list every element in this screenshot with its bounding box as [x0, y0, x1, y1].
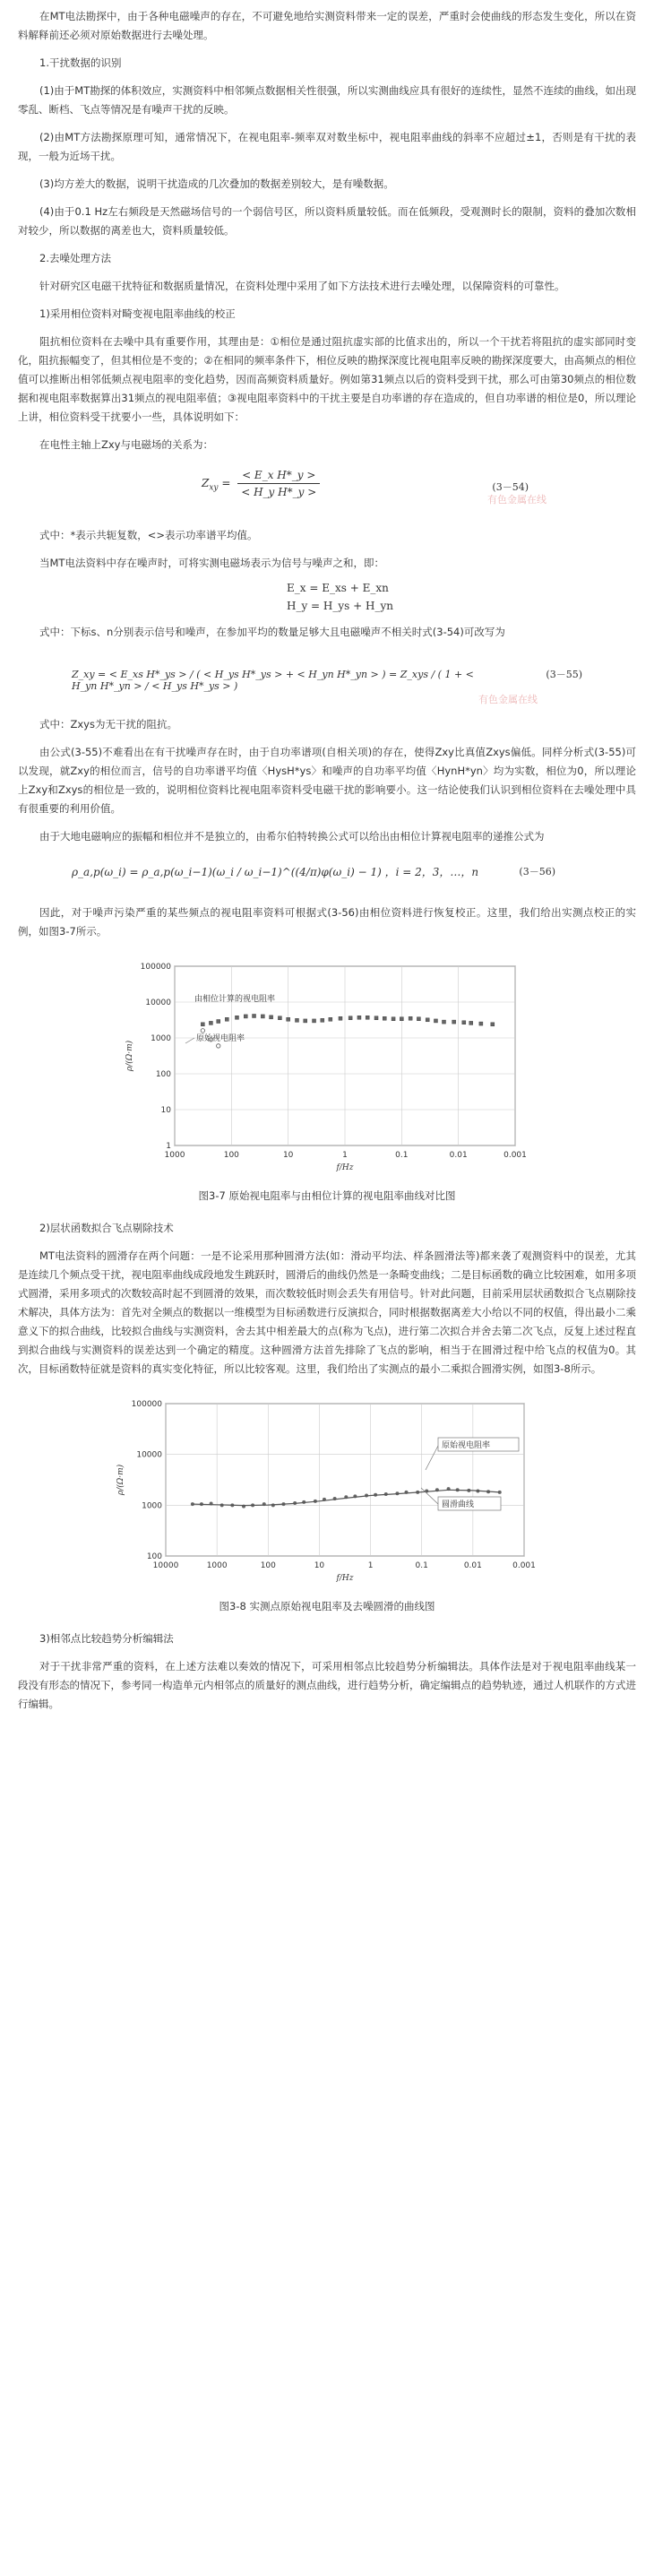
figure-3-7 — [121, 950, 533, 1183]
data-point — [479, 1022, 483, 1025]
paragraph-intro: 在MT电法勘探中，由于各种电磁噪声的存在，不可避免地给实测资料带来一定的误差，严重时会使曲线的形态发生变化，所以在资料解释前还必须对原始数据进行去噪处理。 — [18, 10, 636, 41]
data-point — [426, 1018, 429, 1022]
formula-3-54-denominator: < H_y H*_y > — [241, 486, 317, 498]
subsection-heading-1: 1)采用相位资料对畸变视电阻率曲线的校正 — [39, 307, 236, 320]
paragraph-correction-example: 因此，对于噪声污染严重的某些频点的视电阻率资料可根据式(3-56)由相位资料进行恢复校正。这里，我们给出实测点校正的实例，如图3-7所示。 — [18, 906, 636, 938]
data-point — [287, 1017, 290, 1021]
x-tick-label: 0.001 — [503, 1151, 527, 1160]
x-tick-label: 100 — [223, 1151, 239, 1160]
subsection-heading-3: 3)相邻点比较趋势分析编辑法 — [39, 1632, 174, 1645]
paragraph-hilbert: 由于大地电磁响应的振幅和相位并不是独立的，由希尔伯特转换公式可以给出由相位计算视电阻率的递推公式为 — [39, 830, 545, 843]
annotation-label: 原始视电阻率 — [442, 1441, 491, 1450]
data-point — [295, 1018, 298, 1022]
y-tick-label: 1000 — [142, 1501, 162, 1511]
data-point — [434, 1019, 437, 1023]
data-point — [400, 1017, 403, 1021]
data-point — [339, 1016, 342, 1020]
subsection-heading-2: 2)层状函数拟合飞点剔除技术 — [39, 1222, 174, 1234]
x-tick-label: 1 — [367, 1561, 374, 1570]
x-tick-label: 0.01 — [463, 1561, 482, 1570]
formula-3-55-body: Z_xy = < E_xs H*_ys > / ( < H_ys H*_ys > + < H_yn H*_yn > ) = Z_xys / ( 1 + < H_yn H*_yn > / < H_ys H*_ys > ) — [72, 669, 474, 692]
formula-3-55-number: (3－55) — [546, 669, 582, 680]
formula-3-56 — [18, 855, 636, 895]
paragraph-zxy-relation: 在电性主轴上Zxy与电磁场的关系为： — [39, 438, 213, 451]
paragraph-item-4: (4)由于0.1 Hz左右频段是天然磁场信号的一个弱信号区，所以资料质量较低。而在低频段，受观测时长的限制，资料的叠加次数相对较少，所以数据的离差也大，资料质量较低。 — [18, 205, 636, 237]
data-point — [209, 1021, 212, 1024]
formula-3-56-body: ρ_a,p(ω_i) = ρ_a,p(ω_i−1)(ω_i / ω_i−1)^((4/π)φ(ω_i) − 1) ，i = 2，3，…，n — [72, 866, 479, 878]
formula-3-54-sub: xy — [209, 483, 219, 493]
figure-3-7-caption: 图3-7 原始视电阻率与由相位计算的视电阻率曲线对比图 — [198, 1189, 456, 1202]
paragraph-noise-sum: 当MT电法资料中存在噪声时，可将实测电磁场表示为信号与噪声之和，即： — [39, 557, 384, 569]
paragraph-layered-fitting: MT电法资料的圆滑存在两个问题：一是不论采用那种圆滑方法(如：滑动平均法、样条圆滑法等)都来袭了观测资料中的误差，尤其是连续几个频点受干扰，视电阻率曲线成段地发生跳跃时，圆滑后的曲线仍然是一条畸变曲线；二是目标函数的确立比较困难，如用多项式圆滑，采用多项式的次数较高时起不到圆滑的效果，而次数较低时则会丢失有用信号。针对此问题，目前采用层状函数拟合飞点剔除技术解决，具体方法为：首先对全频点的数据以一维模型为目标函数进行反演拟合，同时根据数据离差大小给以不同的权值，得出最小二乘意义下的拟合曲线，比较拟合曲线与实测资料，舍去其中相差最大的点(称为飞点)，进行第二次拟合并舍去第二次飞点，反复上述过程直到拟合曲线与实测资料的误差达到一个确定的精度。这种圆滑方法首先排除了飞点的影响，相当于在圆滑过程中给飞点的权值为0。其次，目标函数特征就是资料的真实变化特征，所以比较客观。这里，我们给出了实测点的最小二乘拟合圆滑实例，如图3-8所示。 — [18, 1249, 636, 1375]
y-tick-label: 10 — [160, 1106, 171, 1115]
y-axis-label: ρ/(Ω·m) — [116, 1464, 125, 1496]
x-tick-label: 10000 — [152, 1561, 179, 1570]
watermark: 有色金属在线 — [478, 694, 538, 705]
y-tick-label: 1 — [166, 1142, 171, 1151]
figure-3-7-plot — [121, 950, 533, 1183]
annotation-label: 原始视电阻率 — [196, 1034, 245, 1043]
data-point — [278, 1016, 281, 1020]
y-tick-label: 100 — [155, 1070, 171, 1079]
data-point — [452, 1020, 456, 1024]
paragraph-item-2: (2)由MT方法勘探原理可知，通常情况下，在视电阻率-频率双对数坐标中，视电阻率曲线的斜率不应超过±1，否则是有干扰的表现，一般为近场干扰。 — [18, 131, 636, 162]
x-tick-label: 1000 — [164, 1151, 185, 1160]
data-point — [244, 1015, 247, 1018]
data-point — [392, 1017, 395, 1021]
formula-3-54-lhs: Z — [202, 477, 210, 489]
formula-3-55 — [18, 651, 636, 706]
data-point — [383, 1016, 386, 1020]
data-point — [225, 1017, 228, 1021]
section-heading-2: 2.去噪处理方法 — [39, 252, 111, 264]
document-body — [18, 7, 636, 1723]
y-tick-label: 100000 — [131, 1400, 162, 1409]
x-tick-label: 0.01 — [449, 1151, 468, 1160]
y-tick-label: 1000 — [151, 1034, 171, 1043]
formula-3-54-number: (3－54) — [492, 481, 529, 493]
paragraph-symbol-note: 式中：*表示共轭复数，<>表示功率谱平均值。 — [39, 529, 258, 541]
data-point — [491, 1023, 495, 1026]
data-point — [217, 1020, 220, 1024]
data-point — [409, 1016, 412, 1020]
data-point — [366, 1016, 369, 1019]
x-tick-label: 1000 — [206, 1561, 228, 1570]
x-tick-label: 10 — [282, 1151, 294, 1160]
x-tick-label: 0.1 — [415, 1561, 428, 1570]
x-tick-label: 0.1 — [395, 1151, 409, 1160]
annotation-label: 圆滑曲线 — [442, 1500, 475, 1509]
formula-3-54: $Z_{xy}$ = $\frac{\text{< E\_x H*\_y >}}{\text{< H\_y H*\_y >}}$ (3－54) 有色金属在线 — [202, 469, 546, 506]
paragraph-zxys-note: 式中：Zxys为无干扰的阻抗。 — [39, 718, 177, 730]
y-tick-label: 100000 — [140, 963, 171, 972]
formula-3-56-number: (3－56) — [519, 866, 555, 877]
paragraph-phase-reason: 阻抗相位资料在去噪中具有重要作用，其理由是：①相位是通过阻抗虚实部的比值求出的，所以一个干扰若将阻抗的虚实部同时变化，阻抗振幅变了，但其相位是不变的；②在相同的频率条件下，相位反映的勘探深度比视电阻率反映的勘探深度要大，由高频点的相位值可以推断出相邻低频点视电阻率的变化趋势，因而高频资料质量好。例如第31频点以后的资料受到干扰，那么可由第30频点的相位数据和视电阻率数据算出31频点的视电阻率值；③视电阻率资料中的干扰主要是自功率谱的存在造成的，但自功率谱的相位是0，所以理论上讲，相位资料受干扰要小一些，具体说明如下： — [18, 335, 636, 423]
paragraph-method-intro: 针对研究区电磁干扰特征和数据质量情况，在资料处理中采用了如下方法技术进行去噪处理，以保障资料的可靠性。 — [39, 280, 565, 292]
figure-3-8-plot — [112, 1387, 542, 1594]
data-point — [261, 1015, 264, 1018]
data-point — [329, 1017, 332, 1021]
data-point — [357, 1016, 361, 1019]
paragraph-item-3: (3)均方差大的数据，说明干扰造成的几次叠加的数据差别较大，是有噪数据。 — [39, 177, 394, 190]
section-heading-1: 1.干扰数据的识别 — [39, 56, 122, 69]
data-point — [321, 1018, 324, 1022]
figure-3-8 — [112, 1387, 542, 1594]
data-point — [442, 1020, 445, 1024]
data-point — [201, 1023, 204, 1026]
y-tick-label: 10000 — [145, 998, 171, 1007]
x-tick-label: 10 — [314, 1561, 325, 1570]
plot-frame — [166, 1404, 524, 1556]
x-tick-label: 100 — [260, 1561, 276, 1570]
formula-3-54-fraction — [237, 469, 320, 498]
data-point — [235, 1016, 238, 1019]
paragraph-rewrite-note: 式中：下标s、n分别表示信号和噪声，在参加平均的数量足够大且电磁噪声不相关时式(3-54)可改写为 — [39, 626, 505, 638]
paragraph-phase-analysis: 由公式(3-55)不难看出在有干扰噪声存在时，由于自功率谱项(自相关项)的存在，使得Zxy比真值Zxys偏低。同样分析式(3-55)可以发现，就Zxy的相位而言，信号的自功率谱平均值〈HysH*ys〉和噪声的自功率平均值〈HynH*yn〉均为实数，相位为0，所以理论上Zxy和Zxys的相位是一致的，说明相位资料比视电阻率资料受电磁干扰的影响要小。这一结论使我们认识到相位资料在去噪处理中具有很重要的利用价值。 — [18, 746, 636, 815]
x-axis-label: f/Hz — [336, 1163, 354, 1172]
formula-hy-sum: H_y = H_ys + H_yn — [287, 600, 393, 612]
data-point — [217, 1044, 220, 1048]
watermark: 有色金属在线 — [487, 494, 546, 506]
data-point — [417, 1017, 420, 1021]
annotation-label: 由相位计算的视电阻率 — [194, 995, 276, 1004]
figure-3-8-caption: 图3-8 实测点原始视电阻率及去噪圆滑的曲线图 — [219, 1600, 435, 1612]
data-point — [201, 1029, 204, 1033]
paragraph-item-1: (1)由于MT勘探的体积效应，实测资料中相邻频点数据相关性很强，所以实测曲线应具有很好的连续性，显然不连续的曲线，如出现零乱、断档、飞点等情况是有噪声干扰的反映。 — [18, 84, 636, 116]
data-point — [374, 1016, 378, 1020]
y-tick-label: 100 — [146, 1552, 162, 1561]
formula-3-54-numerator: < E_x H*_y > — [237, 469, 320, 484]
x-axis-label: f/Hz — [336, 1574, 354, 1583]
data-point — [462, 1021, 466, 1024]
data-point — [304, 1019, 307, 1023]
y-axis-label: ρ/(Ω·m) — [125, 1040, 134, 1072]
data-point — [469, 1021, 473, 1024]
data-point — [313, 1019, 316, 1023]
formula-ex-sum: E_x = E_xs + E_xn — [287, 582, 389, 594]
x-tick-label: 0.001 — [512, 1561, 536, 1570]
data-point — [253, 1014, 256, 1017]
paragraph-adjacent-trend: 对于干扰非常严重的资料，在上述方法难以奏效的情况下，可采用相邻点比较趋势分析编辑法。具体作法是对于视电阻率曲线某一段没有形态的情况下，参考同一构造单元内相邻点的质量好的测点曲线，进行趋势分析，确定编辑点的趋势轨迹，通过人机联作的方式进行编辑。 — [18, 1660, 636, 1710]
data-point — [349, 1016, 352, 1020]
x-tick-label: 1 — [342, 1151, 348, 1160]
y-tick-label: 10000 — [136, 1450, 162, 1460]
data-point — [270, 1016, 273, 1019]
